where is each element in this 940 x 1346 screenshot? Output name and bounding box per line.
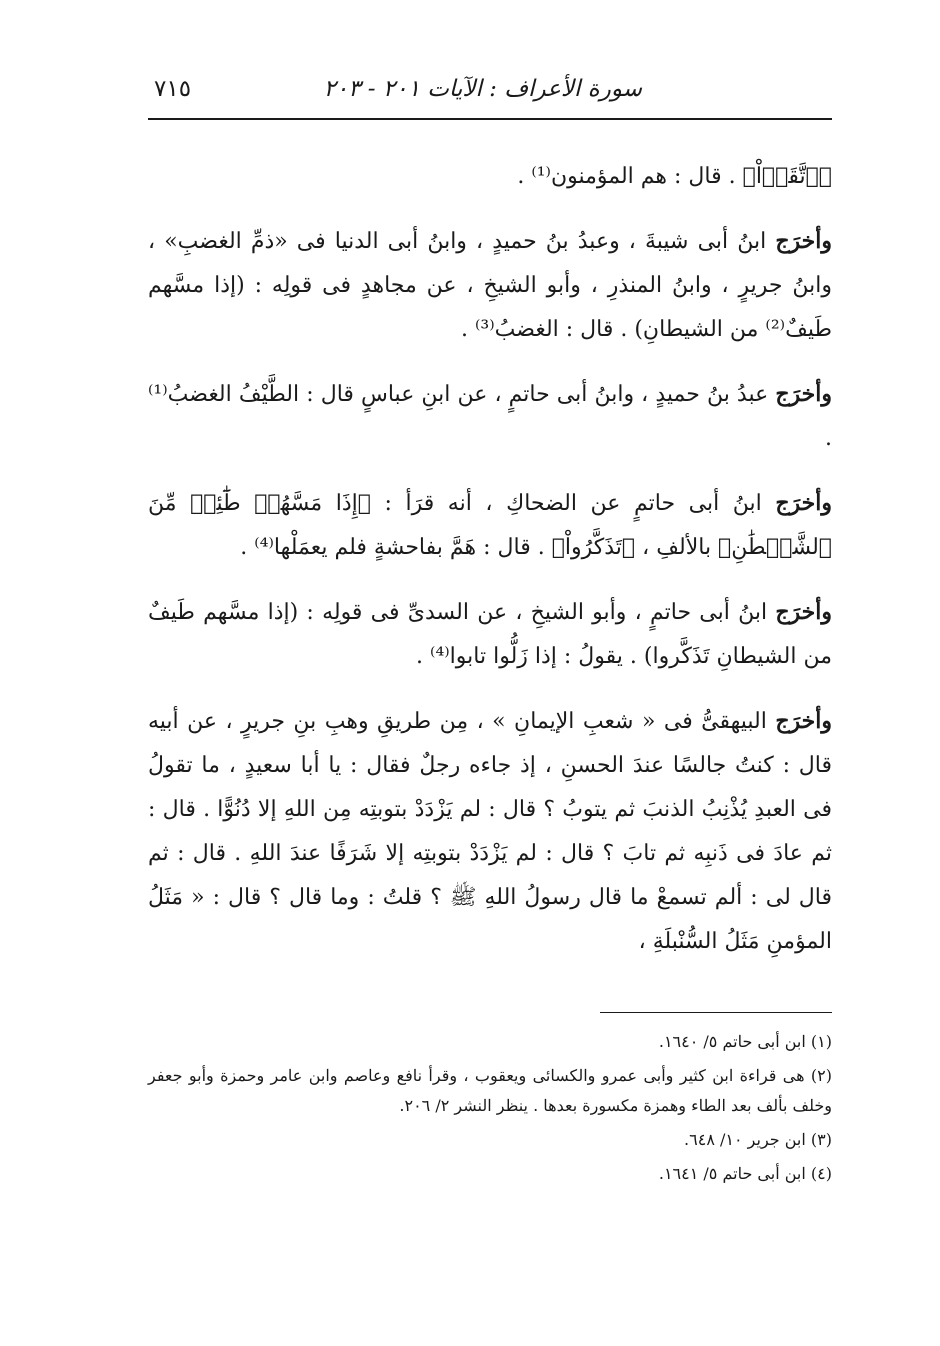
paragraph (148, 154, 832, 199)
paragraph-text: ابنُ أبى حاتمٍ عن الضحاكِ ، أنه قرَأ : ﴿إِذَا مَسَّهُمۡ طَٰٓئِفٞ مِّنَ ٱلشَّيۡطَٰنِ﴾ بالألفِ ، ﴿تَذَكَّرُواْ﴾ . قال : هَمَّ بفاحشةٍ فلم يعمَلْها⁽⁴⁾ . (148, 491, 832, 560)
footnote: (٣) ابن جرير ١٠/ ٦٤٨. (684, 1130, 832, 1149)
paragraph-text: ابنُ أبى حاتمٍ ، وأبو الشيخِ ، عن السدىِّ فى قولِه : (إذا مسَّهم طَيفٌ من الشيطانِ تَذَكَّروا) . يقولُ : إذا زَلُّوا تابوا⁽⁴⁾ . (148, 600, 832, 669)
main-text (148, 154, 832, 964)
paragraph-lead: وأخرَج (775, 381, 832, 407)
paragraph-text: البيهقىُّ فى « شعبِ الإيمانِ » ، مِن طريقِ وهبِ بنِ جريرٍ ، عن أبيه قال : كنتُ جالسًا عندَ الحسنِ ، إذ جاءه رجلٌ فقال : يا أبا سعيدٍ ، ما تقولُ فى العبدِ يُذْنِبُ الذنبَ ثم يتوبُ ؟ قال : لم يَزْدَدْ بتوبتِه مِن اللهِ إلا دُنُوًّا . قال : ثم عادَ فى ذَنبِه ثم تابَ ؟ قال : لم يَزْدَدْ بتوبتِه إلا شَرَفًا عندَ اللهِ . قال : ثم قال لى : ألم تسمعْ ما قال رسولُ اللهِ ﷺ ؟ قلتُ : وما قال ؟ قال : « مَثَلُ المؤمنِ مَثَلُ السُّنْبلَةِ ، (148, 709, 832, 954)
paragraph (148, 481, 832, 570)
paragraph-text: عبدُ بنُ حميدٍ ، وابنُ أبى حاتمٍ ، عن ابنِ عباسٍ قال : الطَّيْفُ الغضبُ⁽¹⁾ . (148, 382, 832, 451)
paragraph (148, 590, 832, 679)
running-title: سورة الأعراف : الآيات ٢٠١ - ٢٠٣ (323, 76, 642, 102)
paragraph-text: ﴿ٱتَّقَوۡاْ﴾ . قال : هم المؤمنون⁽¹⁾ . (517, 164, 832, 189)
page-number: ٧١٥ (154, 76, 192, 102)
footnotes (148, 1027, 832, 1189)
page (148, 70, 832, 1193)
paragraph (148, 699, 832, 964)
paragraph-lead: وأخرَج (775, 228, 832, 254)
paragraph (148, 372, 832, 461)
page-header (148, 70, 832, 120)
paragraph (148, 219, 832, 352)
paragraph-lead: وأخرَج (775, 708, 832, 734)
footnote: (٤) ابن أبى حاتم ٥/ ١٦٤١. (658, 1164, 832, 1183)
paragraph-lead: وأخرَج (775, 599, 832, 625)
footnote: (١) ابن أبى حاتم ٥/ ١٦٤٠. (658, 1032, 832, 1051)
paragraph-text: ابنُ أبى شيبةَ ، وعبدُ بنُ حميدٍ ، وابنُ أبى الدنيا فى «ذمِّ الغضبِ» ، وابنُ جريرٍ ، وابنُ المنذرِ ، وأبو الشيخِ ، عن مجاهدٍ فى قولِه : (إذا مسَّهم طَيفٌ⁽²⁾ من الشيطانِ) . قال : الغضبُ⁽³⁾ . (148, 229, 832, 342)
paragraph-lead: وأخرَج (775, 490, 832, 516)
footnote-divider (600, 1012, 832, 1013)
footnote: (٢) هى قراءة ابن كثير وأبى عمرو والكسائى ويعقوب ، وقرأ نافع وعاصم وابن عامر وحمزة وأبو جعفر وخلف بألف بعد الطاء وهمزة مكسورة بعدها . ينظر النشر ٢/ ٢٠٦. (148, 1066, 832, 1115)
